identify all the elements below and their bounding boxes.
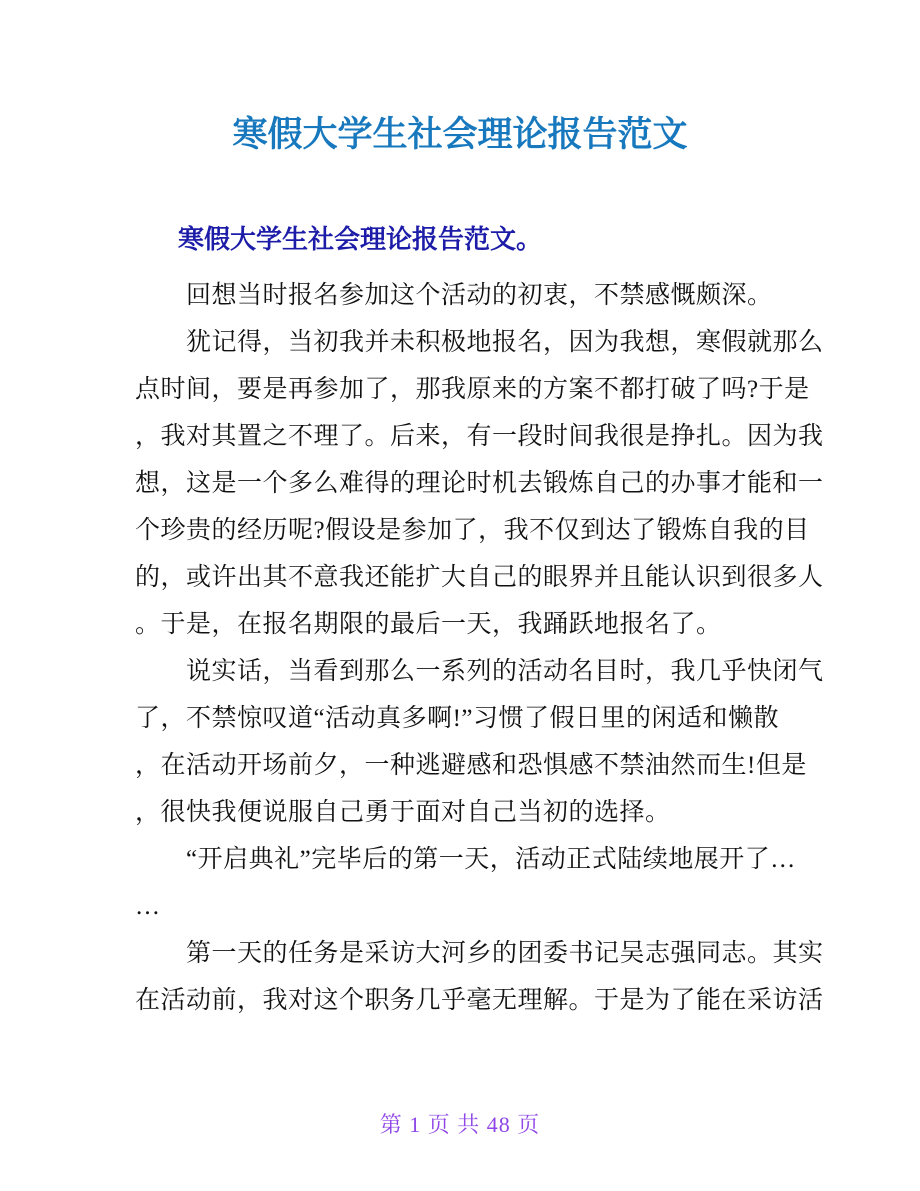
text-line: ，在活动开场前夕，一种逃避感和恐惧感不禁油然而生!但是 [135,752,807,779]
text-line: 。于是，在报名期限的最后一天，我踊跃地报名了。 [135,611,722,638]
text-line: 点时间，要是再参加了，那我原来的方案不都打破了吗?于是 [135,376,810,403]
text-line: ，我对其置之不理了。后来，有一段时间我很是挣扎。因为我 [135,423,824,450]
page-number-footer: 第 1 页 共 48 页 [379,1112,541,1137]
text-line: 回想当时报名参加这个活动的初衷，不禁感慨颇深。 [135,282,773,309]
text-line: 个珍贵的经历呢?假设是参加了，我不仅到达了锻炼自我的目 [135,517,810,544]
text-line: ，很快我便说服自己勇于面对自己当初的选择。 [135,799,671,826]
text-line: 在活动前，我对这个职务几乎毫无理解。于是为了能在采访活 [135,987,824,1014]
page-title: 寒假大学生社会理论报告范文 [232,115,688,154]
text-line: 的，或许出其不意我还能扩大自己的眼界并且能认识到很多人 [135,564,824,591]
text-line: 说实话，当看到那么一系列的活动名目时，我几乎快闭气 [135,658,824,685]
text-line: … [135,893,161,920]
text-line: 第一天的任务是采访大河乡的团委书记吴志强同志。其实 [135,940,824,967]
text-line: 了，不禁惊叹道“活动真多啊!”习惯了假日里的闲适和懒散 [135,705,780,732]
text-line: 想，这是一个多么难得的理论时机去锻炼自己的办事才能和一 [135,470,824,497]
document-subtitle: 寒假大学生社会理论报告范文。 [178,224,543,254]
text-line: 犹记得，当初我并未积极地报名，因为我想，寒假就那么 [135,329,824,356]
document-body [135,272,824,1024]
text-line: “开启典礼”完毕后的第一天，活动正式陆续地展开了… [135,846,796,873]
